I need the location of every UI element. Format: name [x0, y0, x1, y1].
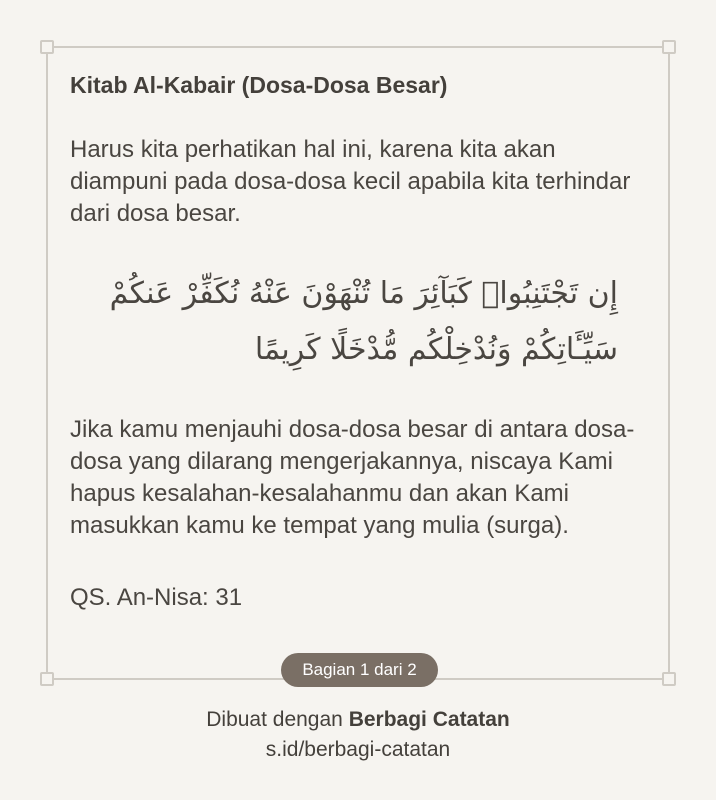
footer-prefix: Dibuat dengan [206, 708, 343, 731]
frame-corner-ornament-icon [662, 672, 676, 686]
note-title: Kitab Al-Kabair (Dosa-Dosa Besar) [70, 72, 448, 98]
frame-line-top [54, 46, 662, 48]
frame-corner-ornament-icon [662, 40, 676, 54]
footer-credit [0, 708, 716, 732]
frame-line-right [668, 54, 670, 672]
translation-paragraph: Jika kamu menjauhi dosa-dosa besar di antara dosa-dosa yang dilarang mengerjakannya, niscaya Kami hapus kesalahan-kesalahanmu dan akan Kami masukkan kamu ke tempat yang mulia (surga). [70, 416, 635, 539]
arabic-verse: إِن تَجْتَنِبُوا۟ كَبَآئِرَ مَا تُنْهَوْنَ عَنْهُ نُكَفِّرْ عَنكُمْ سَيِّـَٔاتِكُمْ وَنُدْخِلْكُم مُّدْخَلًا كَرِيمًا [109, 276, 618, 367]
footer-url[interactable]: s.id/berbagi-catatan [265, 738, 451, 761]
frame-corner-ornament-icon [40, 672, 54, 686]
verse-reference: QS. An-Nisa: 31 [70, 584, 243, 611]
frame-line-left [46, 54, 48, 672]
footer-brand: Berbagi Catatan [348, 708, 510, 731]
frame-corner-ornament-icon [40, 40, 54, 54]
note-content [70, 60, 650, 614]
intro-paragraph: Harus kita perhatikan hal ini, karena kita akan diampuni pada dosa-dosa kecil apabila kita terhindar dari dosa besar. [70, 136, 631, 227]
page-indicator-badge: Bagian 1 dari 2 [281, 653, 438, 687]
